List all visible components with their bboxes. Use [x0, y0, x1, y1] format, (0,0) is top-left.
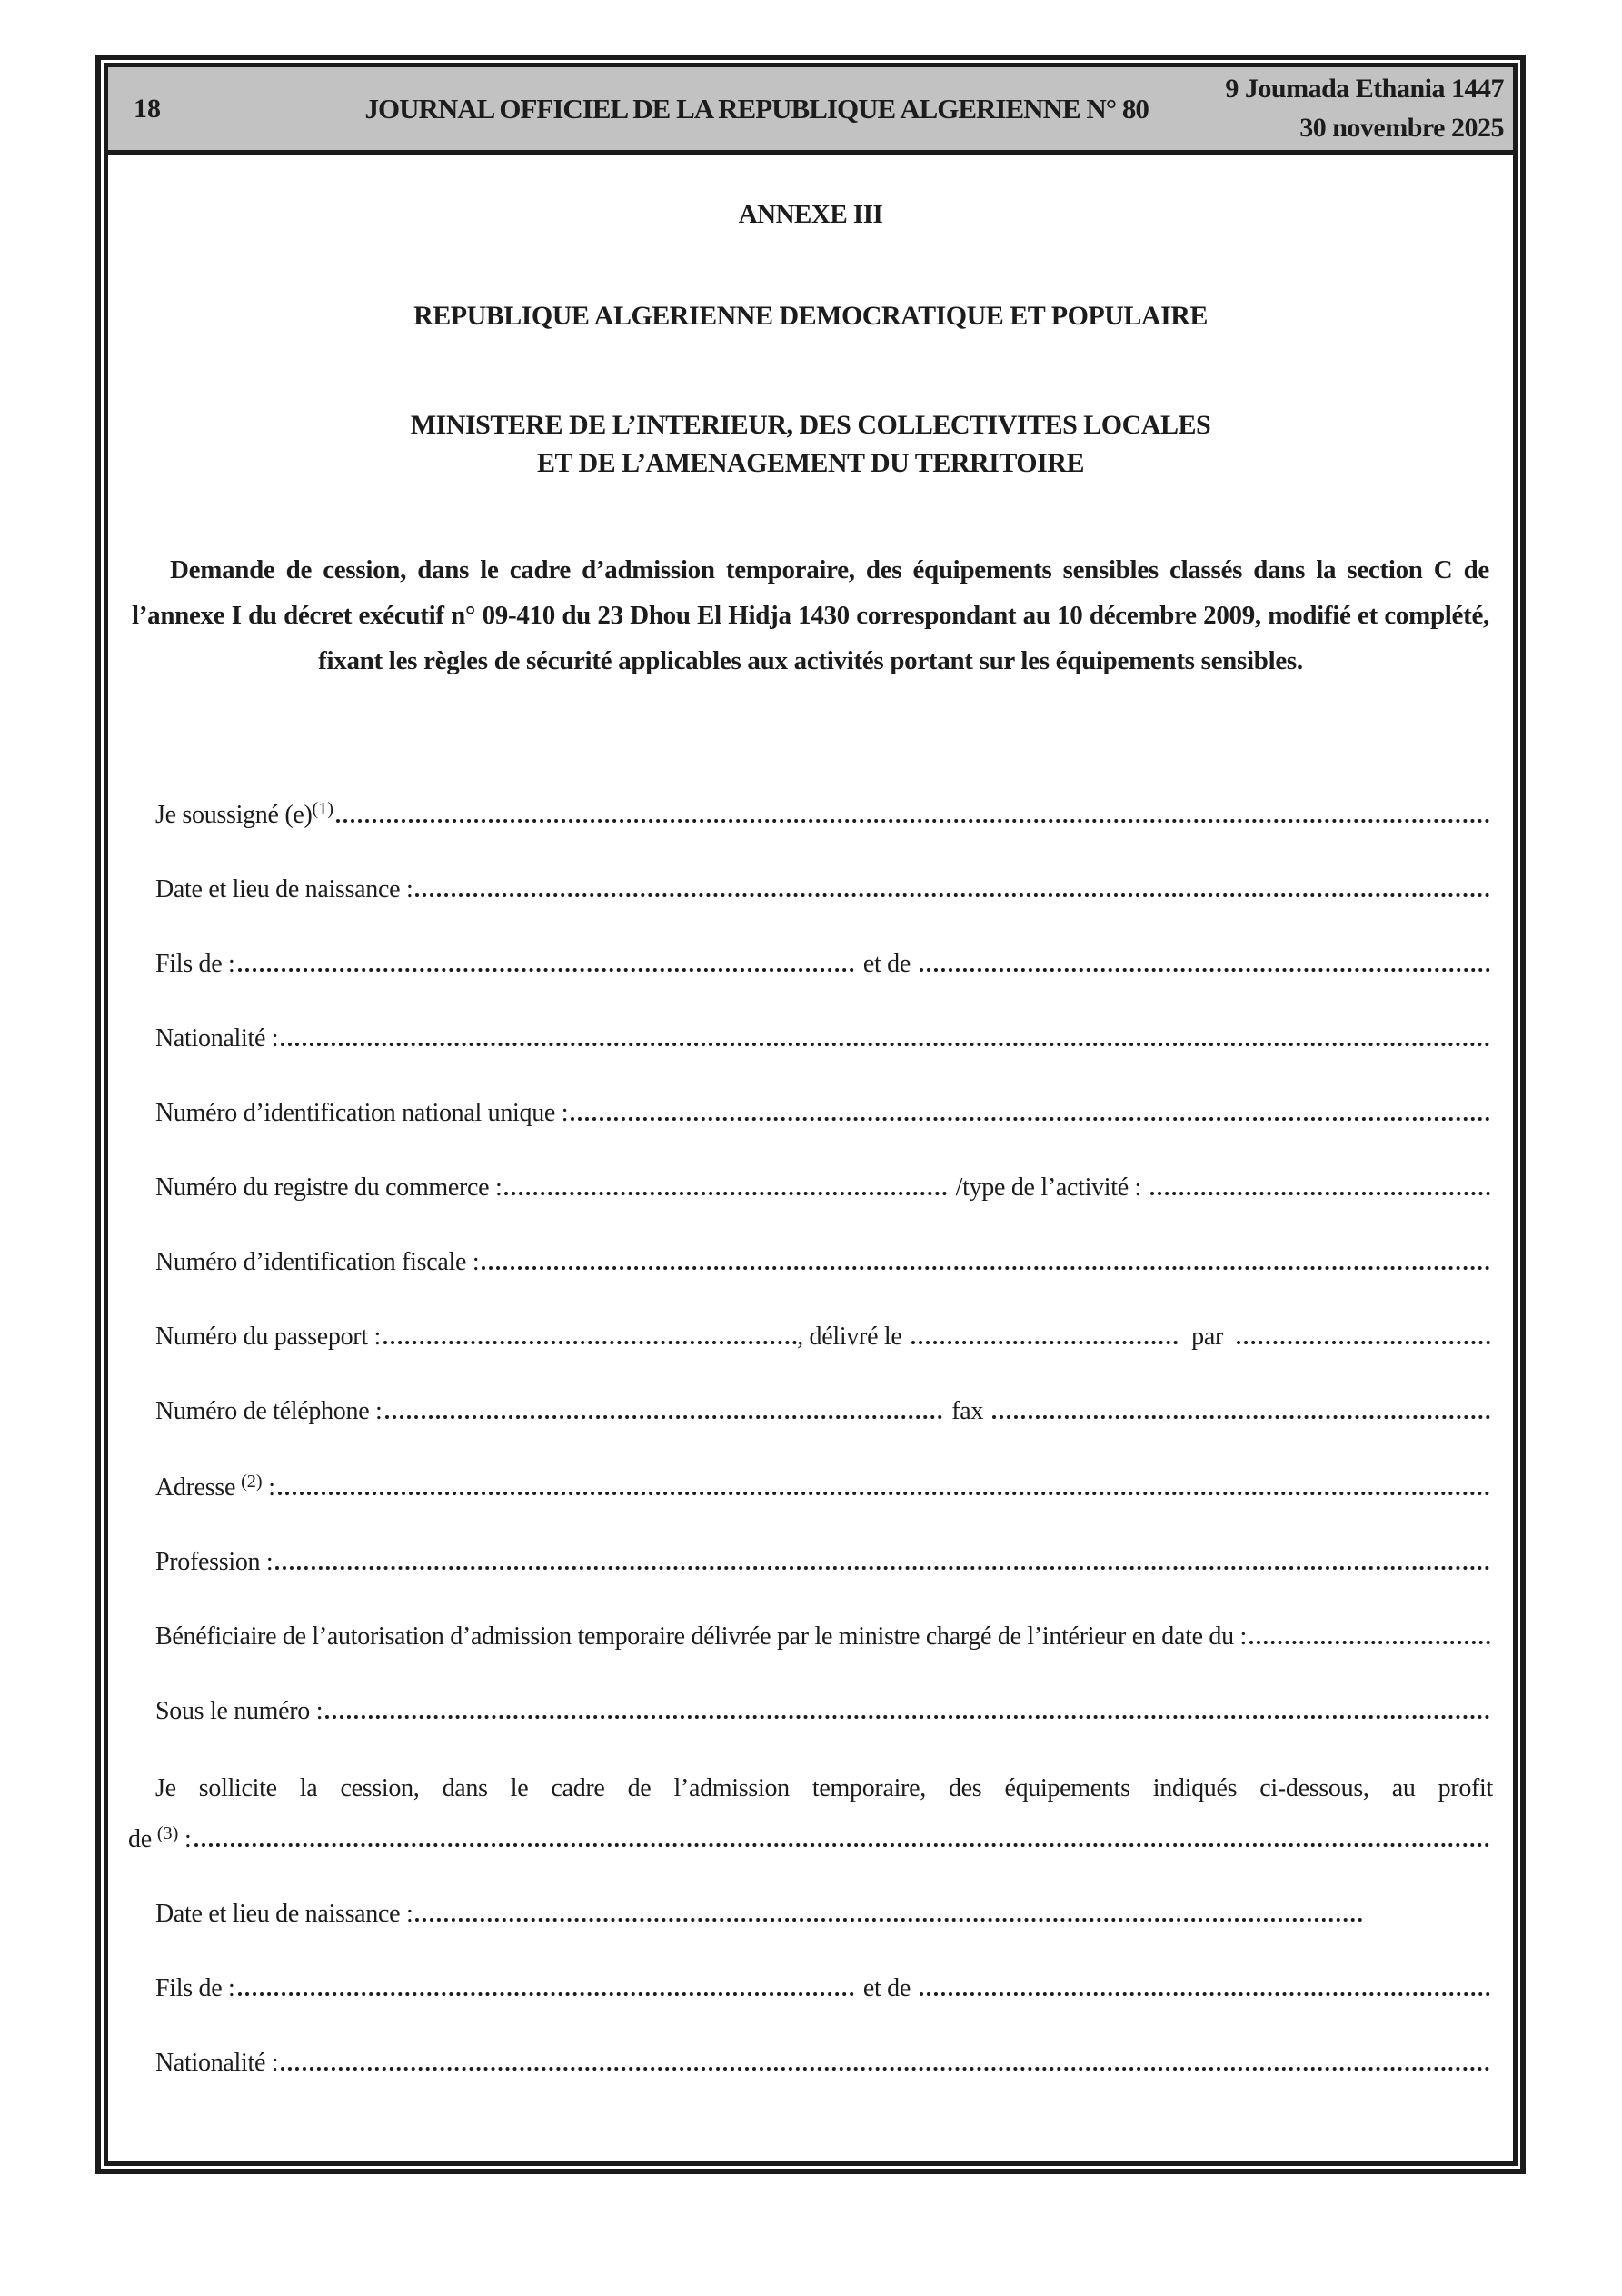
field-label-colon: : — [262, 1472, 275, 1502]
subject-paragraph: Demande de cession, dans le cadre d’admission temporaire, des équipements sensibles classés dans la section C de l’annexe I du décret exécutif n° 09-410 du 23 Dhou El Hidja 1430 correspondant au 10 décembre 2009, modifié et complété, fixant les règles de sécurité applicables aux activités portant sur les équipements sensibles. — [132, 555, 1489, 675]
journal-header-band — [108, 67, 1513, 155]
page-number: 18 — [134, 93, 161, 124]
dotted-blank — [278, 1492, 1490, 1495]
field-label-text: Adresse — [155, 1472, 236, 1502]
field-label-text: de — [128, 1824, 152, 1853]
request-paragraph-line1: Je sollicite la cession, dans le cadre de l’admission temporaire, des équipements indiqués ci-dessous, au profit — [155, 1773, 1493, 1802]
dotted-blank — [336, 819, 1490, 823]
ministry-title-line1: MINISTERE DE L’INTERIEUR, DES COLLECTIVITES LOCALES — [410, 410, 1211, 440]
page-frame — [95, 55, 1526, 2174]
dotted-blank — [238, 1992, 854, 1996]
field-passeport — [128, 1323, 1493, 1352]
field-mid-label: et de — [862, 949, 911, 978]
dotted-blank — [1150, 1192, 1490, 1195]
document-body — [108, 155, 1513, 2161]
dotted-blank — [194, 1843, 1490, 1847]
dotted-blank — [281, 2067, 1490, 2071]
journal-dates — [1225, 70, 1513, 147]
footnote-ref-1: (1) — [312, 798, 334, 819]
field-label: Nationalité : — [155, 2048, 279, 2077]
annexe-title: ANNEXE III — [738, 200, 883, 229]
journal-title: JOURNAL OFFICIEL DE LA REPUBLIQUE ALGERIENNE N° 80 — [364, 92, 1149, 125]
field-mid-label: , délivré le — [797, 1322, 902, 1351]
field-fils-de-1 — [128, 950, 1493, 979]
field-label: Profession : — [155, 1547, 274, 1576]
field-sous-numero — [128, 1697, 1493, 1726]
field-adresse — [128, 1472, 1493, 1502]
ministry-title-line2: ET DE L’AMENAGEMENT DU TERRITOIRE — [537, 448, 1084, 478]
dotted-blank — [275, 1566, 1490, 1570]
field-label — [128, 1823, 192, 1854]
field-label-colon: : — [178, 1824, 192, 1853]
field-nin — [128, 1099, 1493, 1128]
field-label: Date et lieu de naissance : — [155, 874, 413, 903]
dotted-blank — [504, 1192, 946, 1195]
page-frame-inner — [104, 63, 1518, 2166]
field-nationalite-1 — [128, 1024, 1493, 1053]
field-fils-de-2 — [128, 1974, 1493, 2003]
field-beneficiaire — [128, 1622, 1493, 1652]
dotted-blank — [482, 1266, 1490, 1270]
field-label — [155, 799, 333, 830]
field-date-naissance-2 — [128, 1900, 1493, 1929]
date-hijri: 9 Joumada Ethania 1447 — [1225, 73, 1504, 104]
dotted-blank — [1237, 1341, 1490, 1344]
dotted-blank — [383, 1341, 797, 1344]
footnote-ref-2: (2) — [241, 1471, 263, 1492]
ministry-title — [128, 406, 1493, 483]
field-label: Numéro d’identification national unique : — [155, 1098, 569, 1127]
footnote-ref-3: (3) — [156, 1822, 179, 1843]
field-label: Numéro de téléphone : — [155, 1396, 383, 1425]
field-label-text: Je soussigné (e) — [155, 800, 313, 829]
date-gregorian: 30 novembre 2025 — [1299, 112, 1504, 143]
field-label: Sous le numéro : — [155, 1696, 323, 1725]
dotted-blank — [281, 1043, 1490, 1046]
form-fields — [128, 799, 1493, 2078]
field-label: Bénéficiaire de l’autorisation d’admission temporaire délivrée par le ministre chargé de l’intérieur en date du : — [155, 1622, 1247, 1651]
field-nationalite-2 — [128, 2049, 1493, 2078]
dotted-blank — [415, 893, 1490, 897]
dotted-blank — [911, 1341, 1179, 1344]
field-registre-commerce — [128, 1173, 1493, 1203]
field-mid-label: /type de l’activité : — [955, 1173, 1142, 1202]
field-mid-label: par — [1191, 1322, 1224, 1351]
field-label: Date et lieu de naissance : — [155, 1899, 413, 1928]
field-label: Numéro d’identification fiscale : — [155, 1247, 480, 1276]
dotted-blank — [325, 1715, 1490, 1719]
field-label: Nationalité : — [155, 1023, 279, 1053]
field-id-fiscale — [128, 1248, 1493, 1277]
field-date-naissance-1 — [128, 875, 1493, 904]
dotted-blank — [571, 1117, 1490, 1121]
dotted-blank — [920, 968, 1490, 972]
dotted-blank — [920, 1992, 1490, 1996]
field-profession — [128, 1548, 1493, 1577]
field-label: Numéro du registre du commerce : — [155, 1173, 503, 1202]
dotted-blank — [238, 968, 854, 972]
republic-title: REPUBLIQUE ALGERIENNE DEMOCRATIQUE ET POPULAIRE — [413, 301, 1208, 331]
field-mid-label: et de — [862, 1973, 911, 2002]
field-label — [155, 1472, 275, 1502]
dotted-blank — [415, 1918, 1363, 1922]
field-label: Fils de : — [155, 1973, 235, 2002]
field-telephone — [128, 1397, 1493, 1426]
field-label: Numéro du passeport : — [155, 1322, 381, 1351]
field-label: Fils de : — [155, 949, 235, 978]
request-paragraph-line2 — [128, 1823, 1493, 1854]
dotted-blank — [385, 1415, 943, 1419]
dotted-blank — [1249, 1641, 1490, 1644]
field-mid-label: fax — [951, 1396, 984, 1425]
field-je-soussigne — [128, 799, 1493, 830]
dotted-blank — [992, 1415, 1490, 1419]
